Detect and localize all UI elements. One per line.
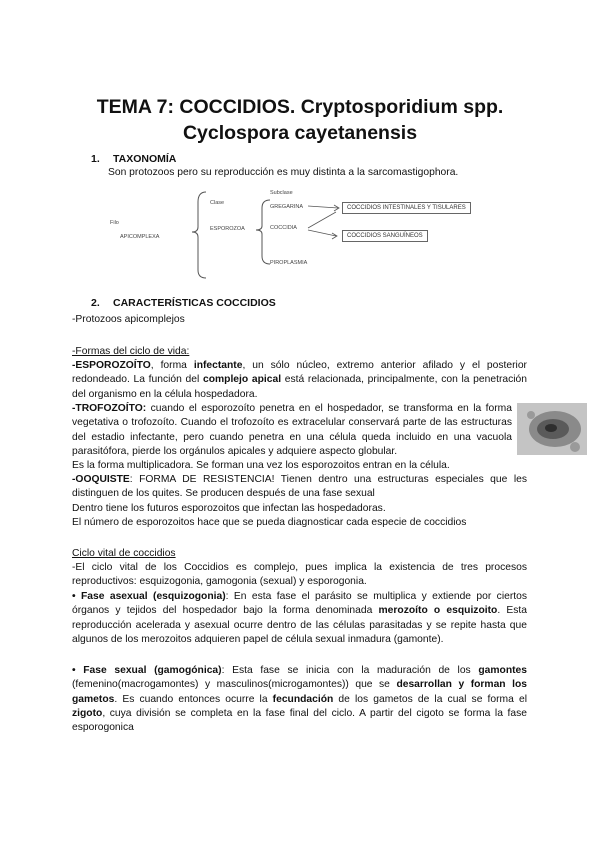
- arrow-line-1: [308, 206, 338, 208]
- asexual-term: • Fase asexual (esquizogonia): [72, 591, 226, 602]
- page-title-line1: TEMA 7: COCCIDIOS. Cryptosporidium spp.: [96, 96, 504, 118]
- cycle-heading: Ciclo vital de coccidios: [72, 548, 176, 559]
- forms-heading: -Formas del ciclo de vida:: [72, 346, 190, 357]
- phylum-label: Filo: [110, 220, 119, 226]
- section1-number: 1.: [91, 153, 100, 165]
- taxonomy-diagram: [110, 182, 500, 282]
- ooquiste-line3: El número de esporozoitos hace que se pueda diagnosticar cada especie de coccidios: [72, 517, 467, 528]
- sexual-text-b: (femenino(macrogamontes) y masculinos(microgamontes)) que se: [72, 679, 397, 691]
- asexual-merozoito: merozoíto o esquizoito: [378, 605, 498, 617]
- sexual-text-d: de los gametos de la cual se forma el: [333, 693, 527, 705]
- esporozoito-text-c: está relacionada, principalmente, con la penetración del organismo en la célula hospedadora.: [72, 374, 527, 400]
- section1-title: TAXONOMÍA: [113, 153, 177, 165]
- box-intestinales: COCCIDIOS INTESTINALES Y TISULARES: [342, 202, 471, 214]
- section2-number: 2.: [91, 297, 100, 309]
- sexual-paragraph: [72, 664, 527, 735]
- page-title-line2: Cyclospora cayetanensis: [182, 122, 418, 144]
- esporozoito-infectante: infectante: [193, 360, 243, 371]
- box-sanguineos: COCCIDIOS SANGUÍNEOS: [342, 230, 428, 242]
- subclass-gregarina: GREGARINA: [270, 204, 304, 210]
- section1-text: Son protozoos pero su reproducción es muy distinta a la sarcomastigophora.: [108, 167, 459, 178]
- subclass-label: Subclase: [270, 190, 293, 196]
- sexual-desarrollan: desarrollan y forman los gametos: [72, 679, 527, 705]
- asexual-paragraph: [72, 590, 527, 647]
- micrograph-illustration: [517, 403, 587, 455]
- micrograph-granule-1: [527, 411, 535, 419]
- sexual-text-c: . Es cuando entonces ocurre la: [114, 693, 273, 705]
- cycle-intro: -El ciclo vital de los Coccidios es complejo, pues implica la existencia de tres procesos reproductivos: esquizogonia, gamogonia (sexual) y esporogonia.: [72, 562, 527, 588]
- section1-heading: [91, 153, 176, 165]
- esporozoito-text-b: , un sólo núcleo, extremo anterior afilado y el posterior redondeado. La función del: [72, 360, 527, 386]
- trofozoito-image: [517, 403, 587, 455]
- ooquiste-term: -OOQUISTE: [72, 474, 130, 485]
- micrograph-granule-2: [570, 442, 580, 452]
- section2-intro: -Protozoos apicomplejos: [72, 314, 185, 325]
- arrow-line-2: [308, 212, 336, 228]
- trofozoito-term: -TROFOZOÍTO:: [72, 403, 147, 414]
- ooquiste-line2: Dentro tiene los futuros esporozoitos que infectan las hospedadoras.: [72, 503, 386, 514]
- sexual-zigoto: zigoto: [72, 707, 103, 719]
- sexual-fecundacion: fecundación: [272, 693, 334, 705]
- sexual-text-e: , cuya división se completa en la fase final del ciclo. A partir del cigoto se forma la fase esporogonica: [72, 707, 527, 734]
- class-label: Clase: [210, 200, 225, 206]
- class-brace: [192, 192, 206, 278]
- subclass-coccidia: COCCIDIA: [270, 225, 297, 231]
- class-name: ESPOROZOA: [210, 226, 245, 232]
- arrow-line-3: [308, 230, 336, 236]
- phylum-name: APICOMPLEXA: [120, 234, 160, 240]
- diagram-lines: [110, 182, 500, 282]
- ooquiste-text: : FORMA DE RESISTENCIA! Tienen dentro una estructuras especiales que les distinguen de los quites. Se producen después de una fase sexual: [72, 474, 527, 500]
- esporozoito-paragraph: [72, 359, 527, 402]
- asexual-text-a: : En esta fase el parásito se multiplica y extiende por ciertos órganos y tejidos del hospedador bajo la forma denominada: [72, 591, 528, 617]
- section2-title: CARACTERÍSTICAS COCCIDIOS: [113, 297, 276, 309]
- sexual-text-a: : Esta fase se inicia con la maduración de los: [221, 665, 479, 676]
- subclass-brace: [256, 200, 270, 264]
- section2-heading: [91, 297, 276, 309]
- subclass-piroplasmia: PIROPLASMIA: [270, 260, 308, 266]
- sexual-gamontes: gamontes: [478, 665, 527, 676]
- ooquiste-paragraph: [72, 473, 527, 502]
- trofozoito-multiplicadora: Es la forma multiplicadora. Se forman una vez los esporozoitos entran en la célula.: [72, 460, 450, 471]
- trofozoito-paragraph: [72, 402, 512, 459]
- micrograph-nucleus: [545, 424, 557, 432]
- sexual-term: • Fase sexual (gamogónica): [72, 665, 222, 676]
- asexual-text-b: . Esta reproducción acelerada y asexual ocurre dentro de las células parasitadas y se repite hasta que algunos de los merozoitos adquieren papel de célula sexual inmadura (gamonte).: [72, 605, 527, 645]
- esporozoito-term: -ESPOROZOÍTO: [72, 360, 151, 371]
- trofozoito-text: cuando el esporozoíto penetra en el hospedador, se transforma en la forma vegetativa o trofozoíto. Cuando el trofozoíto es extracelular conservará parte de las estructuras del estadio infectante, pero cuando penetra en una célula queda incluido en una vacuola parasitófora, pierde los orgánulos apicales y adquiere aspecto globular.: [72, 403, 512, 457]
- esporozoito-text-a: , forma: [150, 360, 194, 371]
- esporozoito-complejo: complejo apical: [202, 374, 282, 386]
